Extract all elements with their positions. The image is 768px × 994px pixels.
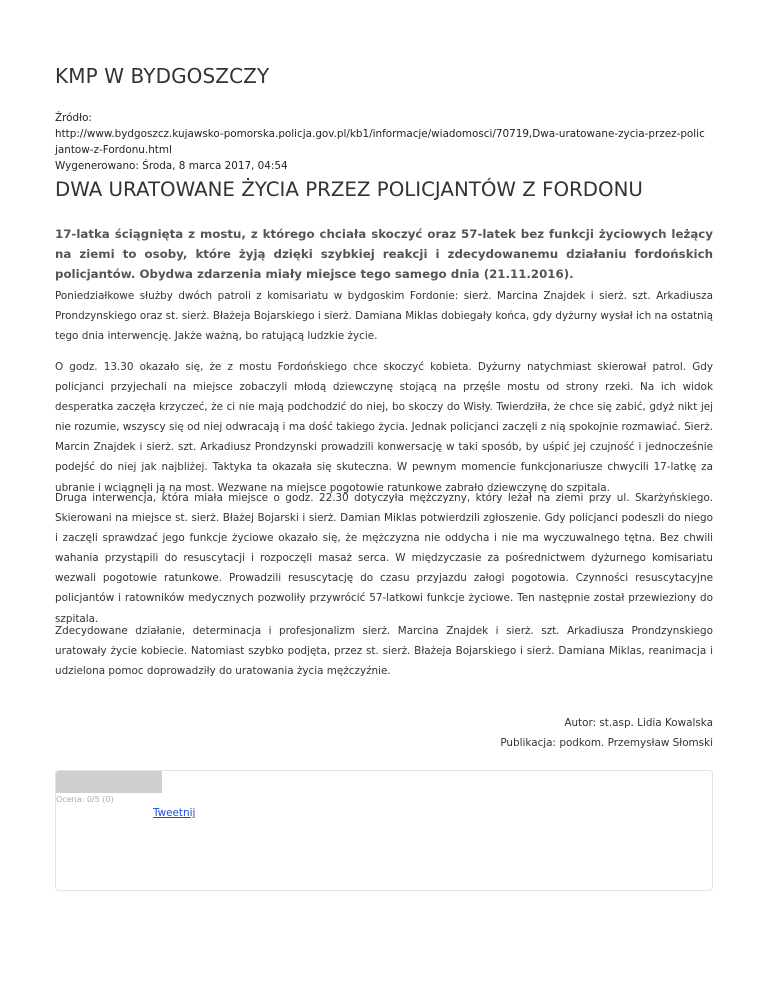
rating-text: Ocena: 0/5 (0) xyxy=(56,795,114,804)
source-label: Źródło: xyxy=(55,112,92,124)
article-paragraph: Druga interwencja, która miała miejsce o godz. 22.30 dotyczyła mężczyzny, który leżał na ziemi przy ul. Skarżyńskiego. Skierowani na miejsce st. sierż. Błażej Bojarski i sierż. Damian Miklas potwierdzili zgłoszenie. Gdy policjanci podeszli do niego i zaczęli sprawdzać jego funkcje życiowe okazało się, że mężczyzna nie oddycha i nie ma wyczuwalnego tętna. Bez chwili wahania przystąpili do resuscytacji i rozpoczęli masaż serca. W międzyczasie za pośrednictwem dyżurnego komisariatu wezwali pogotowie ratunkowe. Prowadzili resuscytację do czasu przyjazdu załogi pogotowia. Czynności resuscytacyjne policjantów i ratowników medycznych pozwoliły przywrócić 57-latkowi funkcje życiowe. Ten następnie został przewieziony do szpitala. xyxy=(55,492,713,625)
article-signature xyxy=(500,713,713,753)
article-paragraph: Poniedziałkowe służby dwóch patroli z komisariatu w bydgoskim Fordonie: sierż. Marcina Znajdek i sierż. szt. Arkadiusza Prondzynskiego oraz st. sierż. Błażeja Bojarskiego i sierż. Damiana Miklas dobiegały końca, gdy dyżurny wysłał ich na ostatnią tego dnia interwencję. Jakże ważną, bo ratującą ludzkie życie. xyxy=(55,290,713,343)
article-paragraph: Zdecydowane działanie, determinacja i profesjonalizm sierż. Marcina Znajdek i sierż. szt. Arkadiusza Prondzynskiego uratowały życie kobiecie. Natomiast szybko podjęta, przez st. sierż. Błażeja Bojarskiego i sierż. Damiana Miklas, reanimacja i udzielona pomoc doprowadziły do uratowania życia mężczyźnie. xyxy=(55,625,713,678)
article-lead: 17-latka ściągnięta z mostu, z którego chciała skoczyć oraz 57-latek bez funkcji życiowych leżący na ziemi to osoby, które żyją dzięki szybkiej reakcji i zdecydowanemu działaniu fordońskich policjantów. Obydwa zdarzenia miały miejsce tego samego dnia (21.11.2016). xyxy=(55,227,713,281)
article-title: DWA URATOWANE ŻYCIA PRZEZ POLICJANTÓW Z FORDONU xyxy=(55,178,643,201)
author: Autor: st.asp. Lidia Kowalska xyxy=(564,717,713,729)
source-url-line-2: jantow-z-Fordonu.html xyxy=(55,144,172,156)
source-url-line-1: http://www.bydgoszcz.kujawsko-pomorska.policja.gov.pl/kb1/informacje/wiadomosci/70719,Dwa-uratowane-zycia-przez-polic xyxy=(55,128,705,140)
publication: Publikacja: podkom. Przemysław Słomski xyxy=(500,737,713,749)
rating-stars[interactable] xyxy=(56,771,162,793)
site-title: KMP W BYDGOSZCZY xyxy=(55,64,270,88)
article-paragraph: O godz. 13.30 okazało się, że z mostu Fordońskiego chce skoczyć kobieta. Dyżurny natychmiast skierował patrol. Gdy policjanci przyjechali na miejsce zobaczyli młodą dziewczynę stojącą na przęśle mostu od strony rzeki. Na ich widok desperatka zaczęła krzyczeć, że ci nie mają podchodzić do niej, bo skoczy do Wisły. Twierdziła, że chce się zabić, gdyż nikt jej nie rozumie, wszyscy się od niej odwracają i ma dość takiego życia. Jednak policjanci zaczęli z nią spokojnie rozmawiać. Sierż. Marcin Znajdek i sierż. szt. Arkadiusz Prondzynski prowadzili konwersację w taki sposób, by uśpić jej czujność i jednocześnie podejść do niej jak najbliżej. Taktyka ta okazała się skuteczna. W pewnym momencie funkcjonariusze chwycili 17-latkę za ubranie i wciągnęli ją na most. Wezwane na miejsce pogotowie ratunkowe zabrało dziewczynę do szpitala. xyxy=(55,361,713,494)
source-meta xyxy=(55,110,705,174)
tweet-link[interactable]: Tweetnij xyxy=(153,807,196,819)
share-box xyxy=(55,770,713,891)
generated-date: Wygenerowano: Środa, 8 marca 2017, 04:54 xyxy=(55,160,288,172)
